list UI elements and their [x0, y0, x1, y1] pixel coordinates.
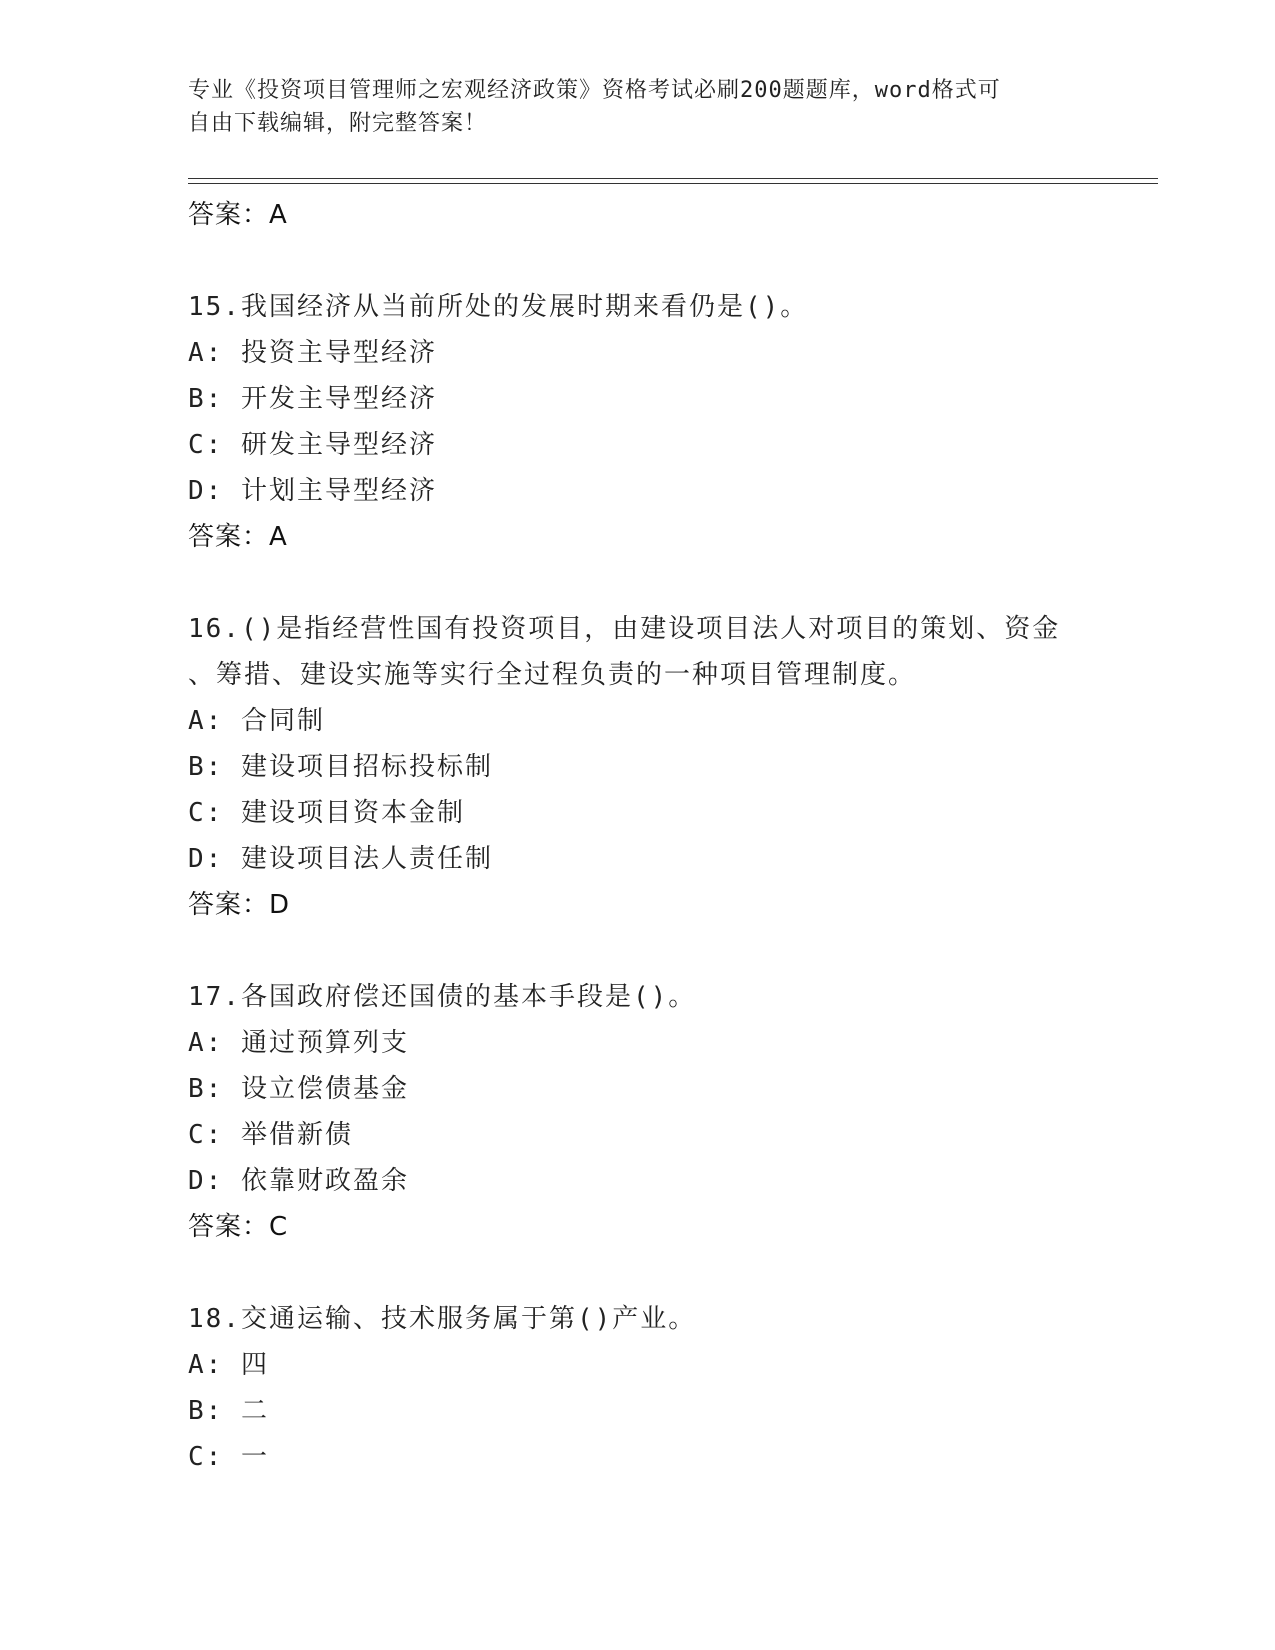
- answer-line: 答案：C: [188, 1212, 289, 1242]
- option-c: C: 建设项目资本金制: [188, 798, 465, 828]
- answer-line: 答案：A: [188, 522, 288, 552]
- option-d: D: 计划主导型经济: [188, 476, 437, 506]
- question-16: [188, 606, 1148, 928]
- option-b: B: 建设项目招标投标制: [188, 752, 493, 782]
- question-stem: 15.我国经济从当前所处的发展时期来看仍是()。: [188, 292, 809, 322]
- option-c: C: 一: [188, 1442, 269, 1472]
- header-divider-top: [188, 178, 1158, 179]
- option-a: A: 合同制: [188, 706, 325, 736]
- answer-line: 答案：D: [188, 890, 291, 920]
- question-stem: 16.()是指经营性国有投资项目，由建设项目法人对项目的策划、资金: [188, 614, 1061, 644]
- option-c: C: 举借新债: [188, 1120, 353, 1150]
- option-a: A: 四: [188, 1350, 269, 1380]
- spacer: [188, 1250, 1148, 1296]
- option-b: B: 开发主导型经济: [188, 384, 437, 414]
- question-list: [188, 192, 1148, 1480]
- question-stem: 17.各国政府偿还国债的基本手段是()。: [188, 982, 697, 1012]
- document-header: [188, 74, 1088, 140]
- option-c: C: 研发主导型经济: [188, 430, 437, 460]
- question-15: [188, 284, 1148, 560]
- header-line-1: 专业《投资项目管理师之宏观经济政策》资格考试必刷200题题库，word格式可: [188, 78, 1001, 103]
- spacer: [188, 560, 1148, 606]
- header-divider-bottom: [188, 183, 1158, 184]
- header-line-2: 自由下载编辑，附完整答案！: [188, 111, 488, 136]
- option-d: D: 建设项目法人责任制: [188, 844, 493, 874]
- question-stem-continued: 、筹措、建设实施等实行全过程负责的一种项目管理制度。: [188, 660, 917, 690]
- option-b: B: 二: [188, 1396, 269, 1426]
- option-d: D: 依靠财政盈余: [188, 1166, 409, 1196]
- option-a: A: 投资主导型经济: [188, 338, 437, 368]
- spacer: [188, 238, 1148, 284]
- question-17: [188, 974, 1148, 1250]
- option-b: B: 设立偿债基金: [188, 1074, 409, 1104]
- spacer: [188, 928, 1148, 974]
- question-stem: 18.交通运输、技术服务属于第()产业。: [188, 1304, 697, 1334]
- answer-line: 答案：A: [188, 200, 288, 230]
- option-a: A: 通过预算列支: [188, 1028, 409, 1058]
- question-18: [188, 1296, 1148, 1480]
